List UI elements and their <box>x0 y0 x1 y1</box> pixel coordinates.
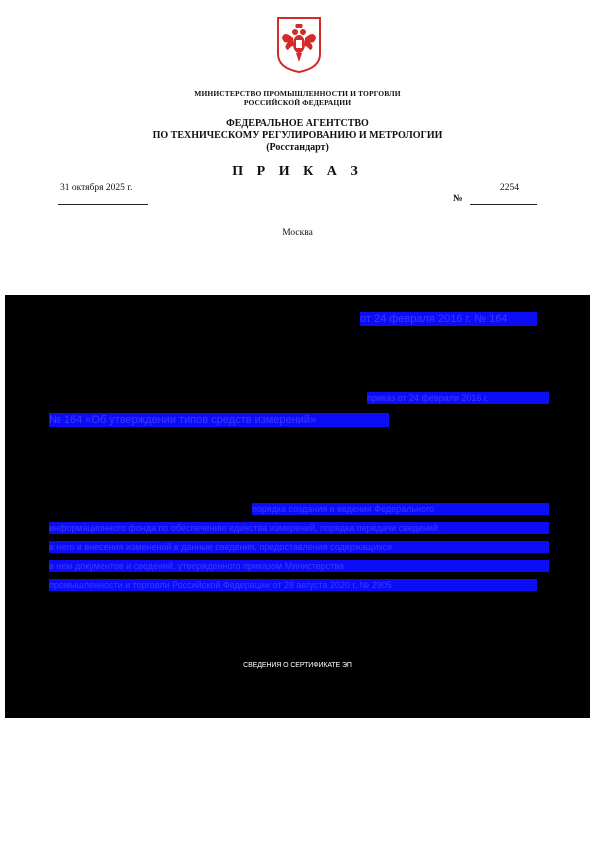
agency-name-line1: ФЕДЕРАЛЬНОЕ АГЕНТСТВО <box>226 118 369 129</box>
agency-name-line3: (Росстандарт) <box>266 142 329 153</box>
order-number-label: № <box>453 194 463 204</box>
ministry-name-line1: МИНИСТЕРСТВО ПРОМЫШЛЕННОСТИ И ТОРГОВЛИ <box>194 89 401 98</box>
highlighted-text: приказ от 24 февраля 2016 г. <box>367 392 549 404</box>
highlighted-text: в нем документов и сведений, утвержденного приказом Министерства <box>49 560 549 572</box>
highlighted-text: информационного фонда по обеспечению единства измерений, порядка передачи сведений <box>49 522 549 534</box>
russian-coat-of-arms-icon <box>276 16 322 74</box>
date-underline <box>58 204 148 205</box>
city: Москва <box>282 228 313 238</box>
number-underline <box>470 204 537 205</box>
highlighted-text: порядка создания и ведения Федерального <box>252 503 549 515</box>
order-title: П Р И К А З <box>232 164 363 179</box>
agency-name-line2: ПО ТЕХНИЧЕСКОМУ РЕГУЛИРОВАНИЮ И МЕТРОЛОГИИ <box>152 130 443 141</box>
highlighted-text: от 24 февраля 2016 г. № 164 <box>360 312 537 326</box>
highlighted-text: в него и внесения изменений в данные сведения, предоставления содержащихся <box>49 541 549 553</box>
order-number: 2254 <box>500 183 519 193</box>
highlighted-text: промышленности и торговли Российской Федерации от 28 августа 2020 г. № 2905 <box>49 579 537 591</box>
highlighted-text: № 164 «Об утверждении типов средств измерений» <box>49 413 389 427</box>
order-date: 31 октября 2025 г. <box>60 183 133 193</box>
certificate-info: СВЕДЕНИЯ О СЕРТИФИКАТЕ ЭП <box>243 662 352 669</box>
redacted-body <box>5 295 590 718</box>
ministry-name-line2: РОССИЙСКОЙ ФЕДЕРАЦИИ <box>243 98 352 107</box>
